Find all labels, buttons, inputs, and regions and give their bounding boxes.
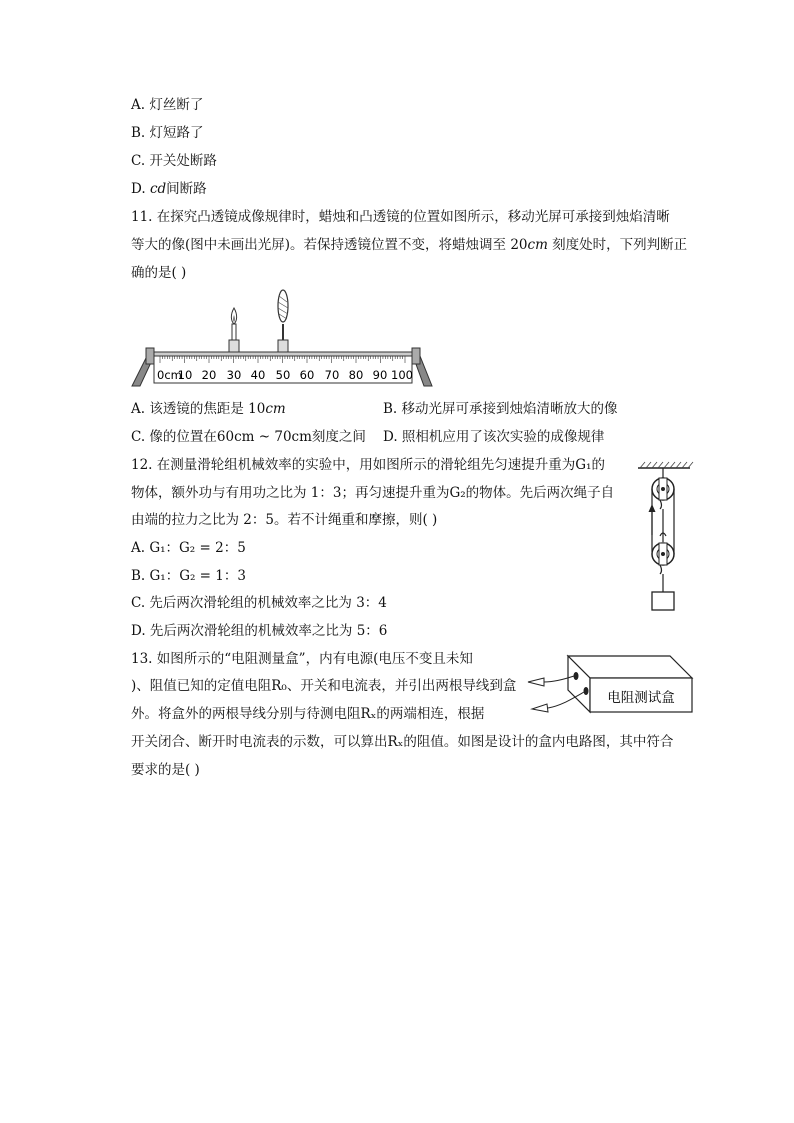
ruler-label-10: 10	[177, 368, 193, 382]
q13-stem-line4: 开关闭合、断开时电流表的示数，可以算出Rₓ的阻值。如图是设计的盒内电路图，其中符合	[131, 734, 674, 750]
ruler-label-80: 80	[348, 368, 364, 382]
ruler-label-30: 30	[226, 368, 242, 382]
q12-option-b: B. G₁：G₂ = 1：3	[131, 568, 246, 584]
bench-rail	[154, 352, 412, 356]
q10-option-b: B. 灯短路了	[131, 125, 204, 141]
terminal-1	[574, 672, 579, 680]
q11-option-a-unit: cm	[265, 401, 286, 417]
q10-option-d-prefix: D.	[131, 181, 150, 197]
pull-arrow-icon	[649, 504, 656, 535]
q12-stem-line2: 物体，额外功与有用功之比为 1：3；再匀速提升重为G₂的物体。先后两次绳子自	[131, 485, 615, 501]
ruler-label-60: 60	[299, 368, 315, 382]
q11-option-a	[131, 399, 286, 419]
ruler-label-50: 50	[275, 368, 291, 382]
terminal-2	[584, 687, 589, 695]
lead-1-icon	[528, 678, 544, 686]
ruler-label-100: 100	[391, 368, 413, 382]
q10-option-a: A. 灯丝断了	[131, 97, 204, 113]
fixed-pulley	[652, 468, 674, 509]
q11-stem-line2-text: 等大的像(图中未画出光屏)。若保持透镜位置不变，将蜡烛调至 20	[131, 237, 528, 253]
candle	[229, 308, 239, 352]
q10-option-c: C. 开关处断路	[131, 153, 217, 169]
q11-stem-line2-tail: 刻度处时，下列判断正	[547, 237, 688, 253]
q10-option-d-var: cd	[149, 181, 167, 197]
ruler-label-90: 90	[372, 368, 388, 382]
q13-stem-line5: 要求的是( )	[131, 762, 200, 778]
q11-option-d: D. 照相机应用了该次实验的成像规律	[383, 429, 605, 445]
ruler-label-0: 0cm	[157, 368, 182, 382]
q13-stem-line1: 13. 如图所示的“电阻测量盒”，内有电源(电压不变且未知	[131, 651, 473, 667]
convex-lens	[278, 290, 288, 352]
ruler-label-20: 20	[201, 368, 217, 382]
optical-bench-figure	[128, 288, 438, 390]
q13-stem-line2: )、阻值已知的定值电阻R₀、开关和电流表，并引出两根导线到盒	[131, 678, 517, 694]
q11-option-a-text: A. 该透镜的焦距是 10	[131, 401, 266, 417]
pulley-figure	[632, 460, 696, 612]
resistance-box-figure	[520, 652, 696, 718]
lead-2-icon	[532, 704, 548, 712]
ruler-label-40: 40	[250, 368, 266, 382]
q11-stem-line1: 11. 在探究凸透镜成像规律时，蜡烛和凸透镜的位置如图所示，移动光屏可承接到烛焰清晰	[131, 209, 670, 225]
q12-option-c: C. 先后两次滑轮组的机械效率之比为 3：4	[131, 595, 387, 611]
ruler-label-70: 70	[324, 368, 340, 382]
q12-option-a: A. G₁：G₂ = 2：5	[131, 540, 246, 556]
q10-option-d	[131, 179, 207, 199]
q12-stem-line1: 12. 在测量滑轮组机械效率的实验中，用如图所示的滑轮组先匀速提升重为G₁的	[131, 457, 605, 473]
q13-stem-line3: 外。将盒外的两根导线分别与待测电阻Rₓ的两端相连，根据	[131, 706, 485, 722]
bench-right-post	[412, 348, 420, 364]
weight-block	[652, 592, 674, 610]
q11-stem-line2-unit: cm	[527, 237, 548, 253]
q12-option-d: D. 先后两次滑轮组的机械效率之比为 5：6	[131, 623, 388, 639]
q11-stem-line2	[131, 235, 687, 255]
q12-stem-line3: 由端的拉力之比为 2：5。若不计绳重和摩擦，则( )	[131, 512, 438, 528]
q11-option-c: C. 像的位置在60cm ~ 70cm刻度之间	[131, 429, 366, 445]
q11-option-b: B. 移动光屏可承接到烛焰清晰放大的像	[383, 401, 618, 417]
q10-option-d-suffix: 间断路	[166, 181, 207, 197]
q11-stem-line3: 确的是( )	[131, 265, 187, 281]
bench-left-post	[146, 348, 154, 364]
box-label: 电阻测试盒	[607, 690, 675, 706]
